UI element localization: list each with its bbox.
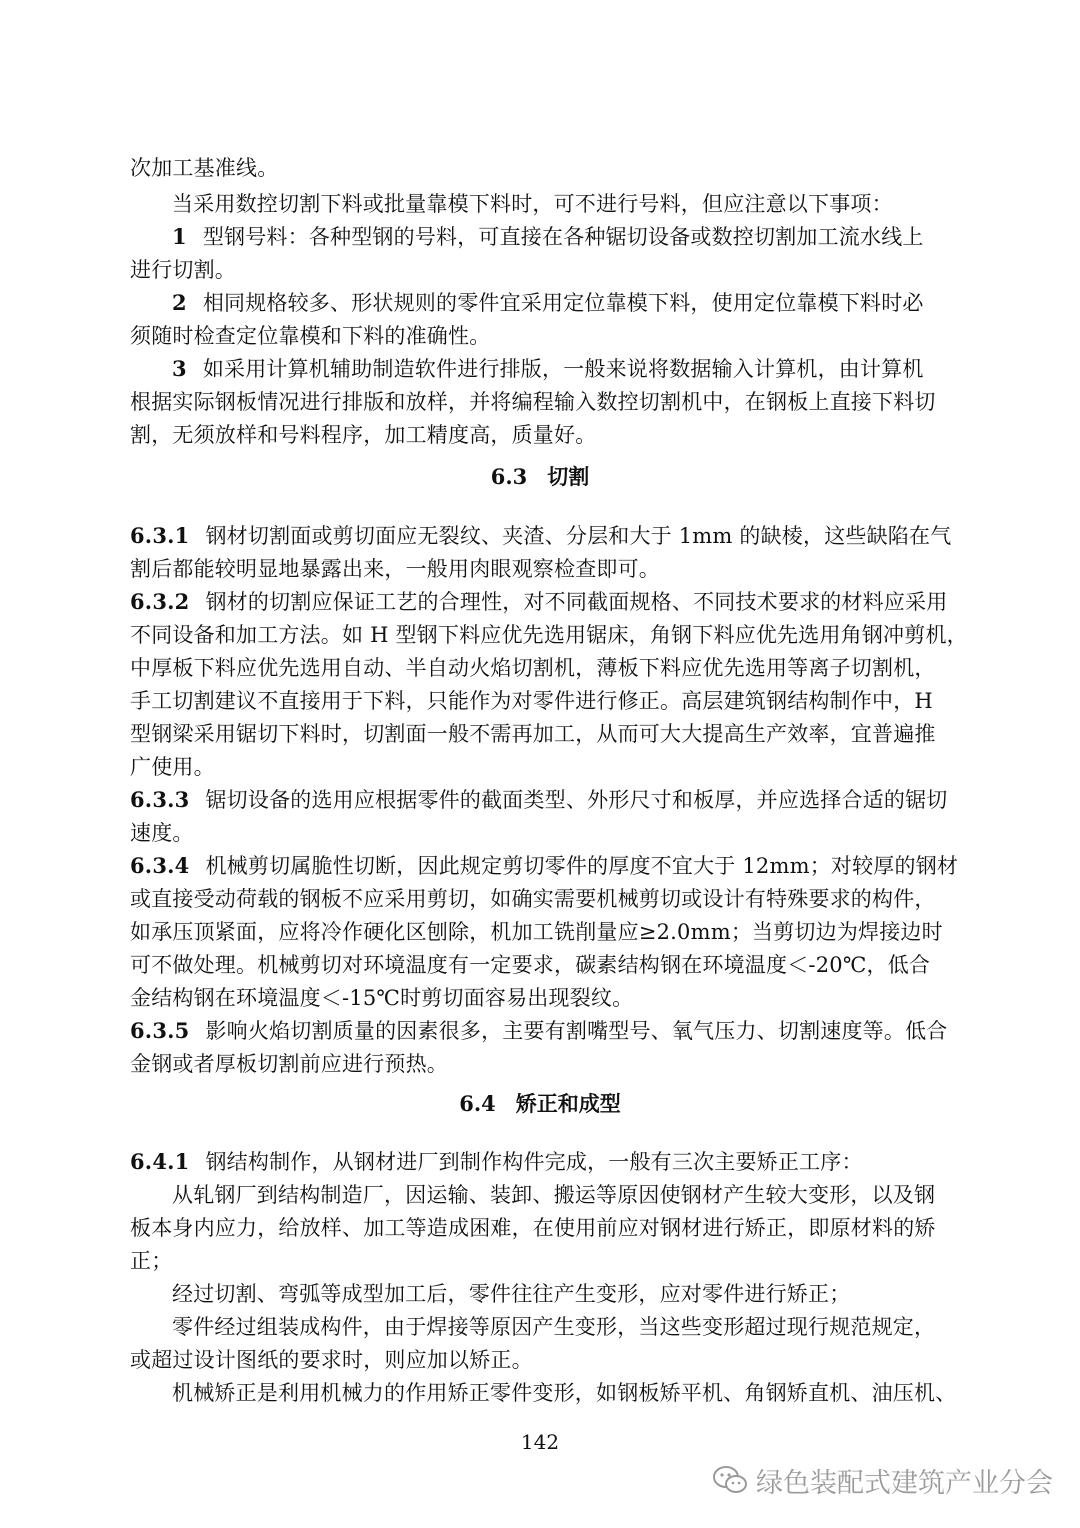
text-line: 当采用数控切割下料或批量靠模下料时，可不进行号料，但应注意以下事项： xyxy=(172,192,893,216)
text-line: 金结构钢在环境温度＜-15℃时剪切面容易出现裂纹。 xyxy=(130,986,634,1010)
text-line: 割后都能较明显地暴露出来，一般用肉眼观察检查即可。 xyxy=(130,557,660,581)
clause-6-3-2: 6.3.2 钢材的切割应保证工艺的合理性，对不同截面规格、不同技术要求的材料应采用 xyxy=(130,589,948,614)
text-line: 正； xyxy=(130,1249,173,1273)
page-number: 142 xyxy=(520,1430,560,1454)
text-line: 次加工基准线。 xyxy=(130,156,279,180)
wechat-icon xyxy=(712,1465,748,1495)
section-heading-6-3: 6.3 切割 xyxy=(490,464,590,489)
list-item-3: 3 如采用计算机辅助制造软件进行排版，一般来说将数据输入计算机，由计算机 xyxy=(172,356,924,381)
text-line: 零件经过组装成构件，由于焊接等原因产生变形，当这些变形超过现行规范规定， xyxy=(172,1315,936,1339)
clause-6-3-4: 6.3.4 机械剪切属脆性切断，因此规定剪切零件的厚度不宜大于 12mm；对较厚的钢材 xyxy=(130,853,959,878)
text-line: 割，无须放样和号料程序，加工精度高，质量好。 xyxy=(130,423,597,447)
text-line: 型钢梁采用锯切下料时，切割面一般不需再加工，从而可大大提高生产效率，宜普遍推 xyxy=(130,722,936,746)
text-line: 经过切割、弯弧等成型加工后，零件往往产生变形，应对零件进行矫正； xyxy=(172,1282,851,1306)
text-line: 可不做处理。机械剪切对环境温度有一定要求，碳素结构钢在环境温度＜-20℃，低合 xyxy=(130,953,931,977)
text-line: 机械矫正是利用机械力的作用矫正零件变形，如钢板矫平机、角钢矫直机、油压机、 xyxy=(172,1381,957,1405)
text-line: 须随时检查定位靠模和下料的准确性。 xyxy=(130,324,491,348)
text-line: 板本身内应力，给放样、加工等造成困难，在使用前应对钢材进行矫正，即原材料的矫 xyxy=(130,1216,936,1240)
text-line: 或直接受动荷载的钢板不应采用剪切，如确实需要机械剪切或设计有特殊要求的构件， xyxy=(130,887,936,911)
clause-6-3-1: 6.3.1 钢材切割面或剪切面应无裂纹、夹渣、分层和大于 1mm 的缺棱，这些缺陷在气 xyxy=(130,523,952,548)
clause-6-3-3: 6.3.3 锯切设备的选用应根据零件的截面类型、外形尺寸和板厚，并应选择合适的锯切 xyxy=(130,787,948,812)
text-line: 或超过设计图纸的要求时，则应加以矫正。 xyxy=(130,1348,533,1372)
list-item-1: 1 型钢号料：各种型钢的号料，可直接在各种锯切设备或数控切割加工流水线上 xyxy=(172,224,924,249)
text-line: 如承压顶紧面，应将冷作硬化区刨除，机加工铣削量应≥2.0mm；当剪切边为焊接边时 xyxy=(130,920,943,944)
text-line: 金钢或者厚板切割前应进行预热。 xyxy=(130,1052,448,1076)
text-line: 广使用。 xyxy=(130,755,215,779)
clause-6-3-5: 6.3.5 影响火焰切割质量的因素很多，主要有割嘴型号、氧气压力、切割速度等。低合 xyxy=(130,1018,948,1043)
text-line: 速度。 xyxy=(130,821,194,845)
section-heading-6-4: 6.4 矫正和成型 xyxy=(459,1091,621,1116)
clause-6-4-1: 6.4.1 钢结构制作，从钢材进厂到制作构件完成，一般有三次主要矫正工序： xyxy=(130,1149,863,1174)
text-line: 从轧钢厂到结构制造厂，因运输、装卸、搬运等原因使钢材产生较大变形，以及钢 xyxy=(172,1183,936,1207)
text-line: 不同设备和加工方法。如 H 型钢下料应优先选用锯床，角钢下料应优先选用角钢冲剪机， xyxy=(130,623,968,647)
watermark xyxy=(712,1460,1053,1500)
watermark-text: 绿色装配式建筑产业分会 xyxy=(756,1467,1053,1499)
list-item-2: 2 相同规格较多、形状规则的零件宜采用定位靠模下料，使用定位靠模下料时必 xyxy=(172,290,924,315)
text-line: 进行切割。 xyxy=(130,258,236,282)
text-line: 手工切割建议不直接用于下料，只能作为对零件进行修正。高层建筑钢结构制作中，H xyxy=(130,689,933,713)
text-line: 中厚板下料应优先选用自动、半自动火焰切割机，薄板下料应优先选用等离子切割机， xyxy=(130,656,936,680)
text-line: 根据实际钢板情况进行排版和放样，并将编程输入数控切割机中，在钢板上直接下料切 xyxy=(130,390,936,414)
